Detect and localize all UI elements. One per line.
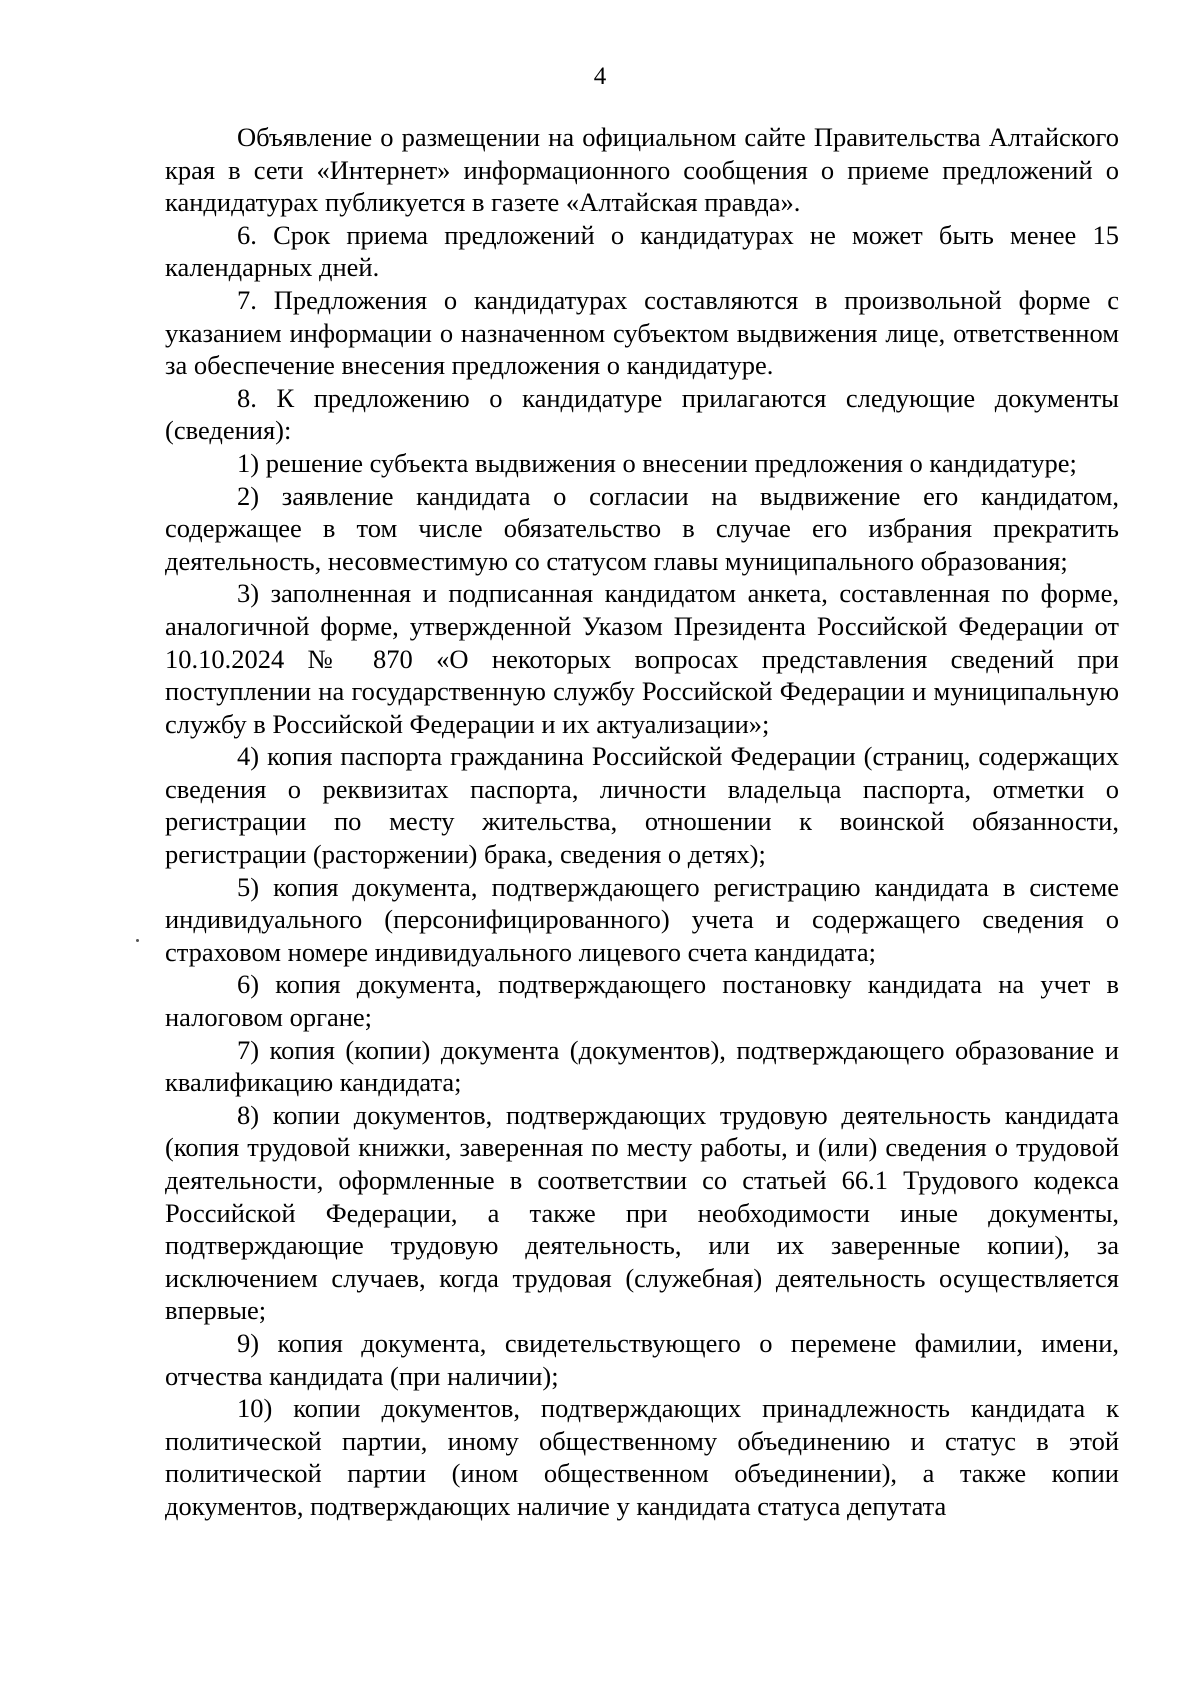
list-item-7: 7) копия (копии) документа (документов), подтверждающего образование и квалификацию кандидата;: [165, 1034, 1119, 1098]
list-item-10: 10) копии документов, подтверждающих принадлежность кандидата к политической партии, иному общественному объединению и статус в этой политической партии (ином общественном объединении), а также копии документов, подтверждающих наличие у кандидата статуса депутата: [165, 1393, 1119, 1521]
page-number: 4: [593, 63, 607, 90]
list-item-1: 1) решение субъекта выдвижения о внесении предложения о кандидатуре;: [237, 447, 1077, 478]
paragraph-clause-8: 8. К предложению о кандидатуре прилагаются следующие документы (сведения):: [165, 382, 1119, 446]
list-item-8: 8) копии документов, подтверждающих трудовую деятельность кандидата (копия трудовой книжки, заверенная по месту работы, и (или) сведения о трудовой деятельности, оформленные в соответствии со статьей 66.1 Трудового кодекса Российской Федерации, а также при необходимости иные документы, подтверждающие трудовую деятельность, или их заверенные копии), за исключением случаев, когда трудовая (служебная) деятельность осуществляется впервые;: [165, 1099, 1119, 1326]
list-item-5: 5) копия документа, подтверждающего регистрацию кандидата в системе индивидуального (персонифицированного) учета и содержащего сведения о страховом номере индивидуального лицевого счета кандидата;: [165, 871, 1119, 967]
paragraph-clause-7: 7. Предложения о кандидатурах составляются в произвольной форме с указанием информации о назначенном субъектом выдвижения лице, ответственном за обеспечение внесения предложения о кандидатуре.: [165, 284, 1119, 381]
document-body: [165, 121, 1119, 1523]
paragraph-clause-6: 6. Срок приема предложений о кандидатурах не может быть менее 15 календарных дней.: [165, 219, 1119, 283]
list-item-3: 3) заполненная и подписанная кандидатом анкета, составленная по форме, аналогичной форме, утвержденной Указом Президента Российской Федерации от 10.10.2024 № 870 «О некоторых вопросах представления сведений при поступлении на государственную службу Российской Федерации и муниципальную службу в Российской Федерации и их актуализации»;: [165, 578, 1119, 739]
scan-speck: [136, 939, 139, 942]
list-item-4: 4) копия паспорта гражданина Российской Федерации (страниц, содержащих сведения о реквизитах паспорта, личности владельца паспорта, отметки о регистрации по месту жительства, отношении к воинской обязанности, регистрации (расторжении) брака, сведения о детях);: [165, 741, 1119, 870]
list-item-2: 2) заявление кандидата о согласии на выдвижение его кандидатом, содержащее в том числе обязательство в случае его избрания прекратить деятельность, несовместимую со статусом главы муниципального образования;: [165, 480, 1119, 576]
paragraph-announcement: Объявление о размещении на официальном сайте Правительства Алтайского края в сети «Интернет» информационного сообщения о приеме предложений о кандидатурах публикуется в газете «Алтайская правда».: [165, 122, 1119, 218]
list-item-6: 6) копия документа, подтверждающего постановку кандидата на учет в налоговом органе;: [165, 969, 1119, 1033]
list-item-9: 9) копия документа, свидетельствующего о перемене фамилии, имени, отчества кандидата (при наличии);: [165, 1327, 1119, 1391]
